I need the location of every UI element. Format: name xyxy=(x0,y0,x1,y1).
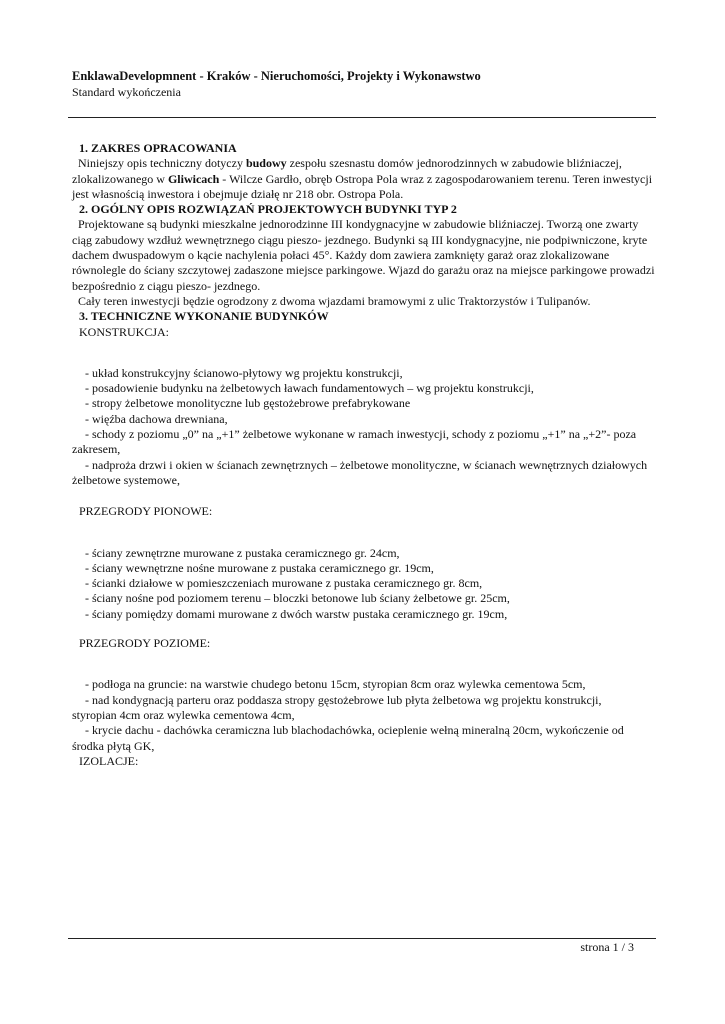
przegrody-poziome-label: PRZEGRODY POZIOME: xyxy=(79,636,211,651)
przegrody-pionowe-label: PRZEGRODY PIONOWE: xyxy=(79,504,213,519)
section-3-heading: 3. TECHNICZNE WYKONANIE BUDYNKÓW xyxy=(79,309,329,324)
list-item: - ściany nośne pod poziomem terenu – bloczki betonowe lub ściany żelbetowe gr. 25cm, xyxy=(85,591,510,606)
list-item: - krycie dachu - dachówka ceramiczna lub blachodachówka, ocieplenie wełną mineralną 20cm, wykończenie od xyxy=(85,723,624,738)
section-2-paragraph-2 xyxy=(72,294,657,309)
page-number: strona 1 / 3 xyxy=(580,940,634,954)
section-2-heading: 2. OGÓLNY OPIS ROZWIĄZAŃ PROJEKTOWYCH BUDYNKI TYP 2 xyxy=(79,202,457,217)
s1-text-2: zespołu szesnastu domów jednorodzinnych w zabudowie bliźniaczej, zlokalizowanego w xyxy=(72,156,622,186)
s2-para1-text: Projektowane są budynki mieszkalne jednorodzinne III kondygnacyjne w zabudowie bliźniaczej. Tworzą one zwarty ciąg zabudowy wzdłuż wewnętrznego ciągu pieszo- jezdnego. Budynki są III kondygnacyjne, nie podpiwniczone, kryte dachem dwuspadowym o kącie nachylenia połaci 45°. Każdy dom zawiera zamknięty garaż oraz zlokalizowane równolegle do ściany szczytowej zadaszone miejsce parkingowe. Wjazd do garażu oraz na miejsce parkingowe prowadzi bezpośrednio z ciągu pieszo- jezdnego. xyxy=(72,217,655,293)
s1-text-3: - Wilcze Gardło, obręb Ostropa Pola wraz z zagospodarowaniem terenu. Teren inwestycji jest własnością inwestora i obejmuje działę nr 218 obr. Ostropa Pola. xyxy=(72,171,653,201)
list-item: - układ konstrukcyjny ścianowo-płytowy wg projektu konstrukcji, xyxy=(85,365,403,380)
list-item: - schody z poziomu „0” na „+1” żelbetowe wykonane w ramach inwestycji, schody z poziomu „+1” na „+2”- poza xyxy=(85,427,637,442)
document-subtitle: Standard wykończenia xyxy=(72,85,181,99)
document-body xyxy=(72,141,657,769)
s2-para2-text: Cały teren inwestycji będzie ogrodzony z dwoma wjazdami bramowymi z ulic Traktorzystów i Tulipanów. xyxy=(78,293,591,308)
document-title: EnklawaDevelopmnent - Kraków - Nieruchomości, Projekty i Wykonawstwo xyxy=(72,69,481,83)
section-1-heading: 1. ZAKRES OPRACOWANIA xyxy=(79,141,237,155)
list-item-continuation: styropian 4cm oraz wylewka cementowa 4cm, xyxy=(72,707,295,722)
s1-text-1: Niniejszy opis techniczny dotyczy xyxy=(78,156,246,171)
konstrukcja-label: KONSTRUKCJA: xyxy=(79,324,170,339)
izolacje-label: IZOLACJE: xyxy=(79,753,139,768)
list-item: - podłoga na gruncie: na warstwie chudego betonu 15cm, styropian 8cm oraz wylewka cementowa 5cm, xyxy=(85,677,586,692)
list-item: - nadproża drzwi i okien w ścianach zewnętrznych – żelbetowe monolityczne, w ścianach wewnętrznych działowych xyxy=(85,457,648,472)
list-item-continuation: środka płytą GK, xyxy=(72,738,155,753)
list-item: - ściany pomiędzy domami murowane z dwóch warstw pustaka ceramicznego gr. 19cm, xyxy=(85,606,508,621)
konstrukcja-list xyxy=(72,366,657,488)
przegrody-pionowe-list xyxy=(72,546,657,622)
list-item-continuation: żelbetowe systemowe, xyxy=(72,472,180,487)
s1-bold-budowy: budowy xyxy=(245,156,287,171)
header-divider xyxy=(68,117,656,118)
list-item: - więźba dachowa drewniana, xyxy=(85,411,228,426)
przegrody-poziome-list xyxy=(72,677,657,753)
list-item: - ścianki działowe w pomieszczeniach murowane z pustaka ceramicznego gr. 8cm, xyxy=(85,576,483,591)
list-item: - posadowienie budynku na żelbetowych ławach fundamentowych – wg projektu konstrukcji, xyxy=(85,381,534,396)
list-item: - ściany zewnętrzne murowane z pustaka ceramicznego gr. 24cm, xyxy=(85,545,400,560)
list-item: - nad kondygnacją parteru oraz poddasza stropy gęstożebrowe lub płyta żelbetowa wg projektu konstrukcji, xyxy=(85,692,602,707)
list-item: - stropy żelbetowe monolityczne lub gęstożebrowe prefabrykowane xyxy=(85,396,411,411)
s1-bold-gliwice: Gliwicach xyxy=(167,171,220,186)
section-2-paragraph-1 xyxy=(72,217,657,293)
footer-divider xyxy=(68,938,656,939)
list-item-continuation: zakresem, xyxy=(72,442,121,457)
section-1-paragraph xyxy=(72,156,657,202)
list-item: - ściany wewnętrzne nośne murowane z pustaka ceramicznego gr. 19cm, xyxy=(85,560,434,575)
